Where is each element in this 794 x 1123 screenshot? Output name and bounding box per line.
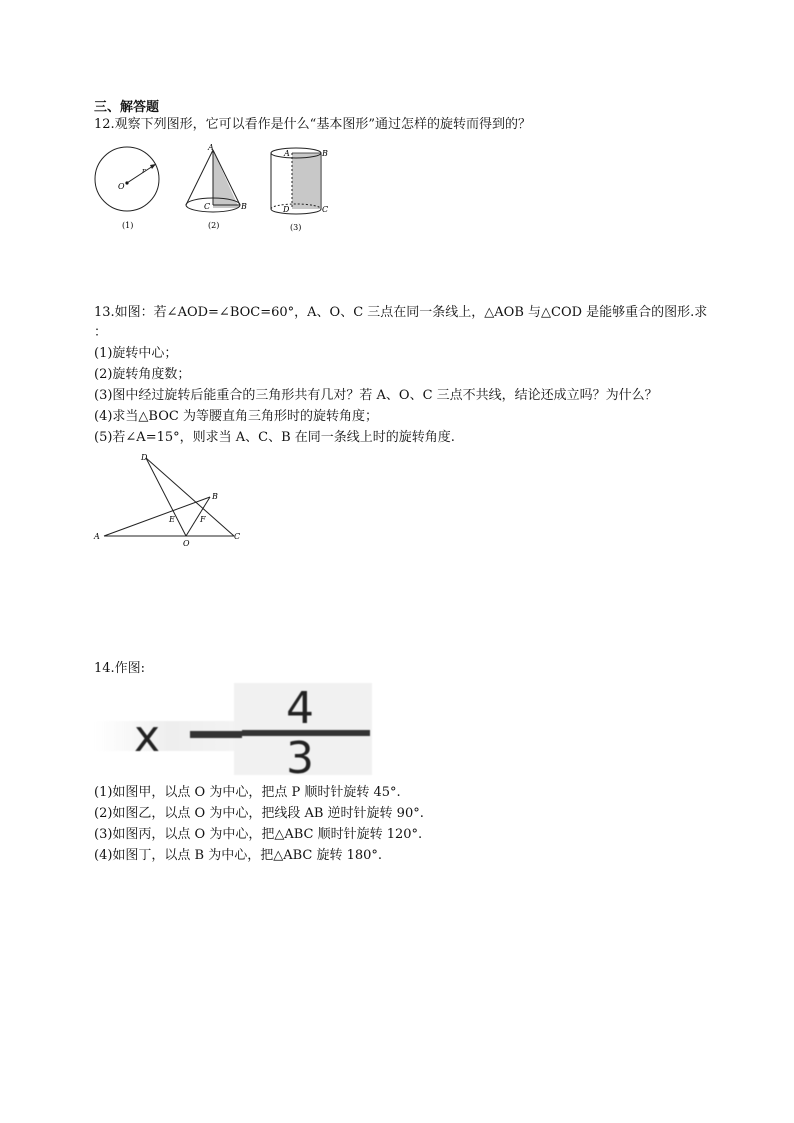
q13-label-o: O: [183, 539, 190, 548]
figure-1-caption: (1): [122, 221, 134, 230]
question-13-text: 13.如图：若∠AOD=∠BOC=60°，A、O、C 三点在同一条线上，△AOB 与△COD 是能够重合的图形.求: [94, 305, 708, 320]
q13-label-d: D: [141, 453, 148, 462]
question-14-item-1: (1)如图甲，以点 O 为中心，把点 P 顺时针旋转 45°.: [94, 785, 401, 800]
q13-label-f: F: [200, 515, 206, 524]
q13-label-b: B: [212, 492, 218, 501]
question-14-item-4: (4)如图丁，以点 B 为中心，把△ABC 旋转 180°.: [94, 848, 383, 863]
formula-equals-top: [190, 731, 242, 738]
question-14-item-2: (2)如图乙，以点 O 为中心，把线段 AB 逆时针旋转 90°.: [94, 806, 424, 821]
figure-3-label-a: A: [284, 149, 290, 158]
figure-3-label-d: D: [283, 205, 290, 214]
figure-2-label-a: A: [208, 143, 214, 152]
figure-1-label-r: r: [142, 167, 146, 175]
figure-2-caption: (2): [208, 221, 220, 230]
figure-1-circle: [95, 147, 159, 230]
figure-1-label-o: O: [118, 182, 125, 191]
question-13-text-continued: ：: [94, 325, 108, 340]
figure-3-label-b: B: [322, 149, 328, 158]
q13-label-e: E: [169, 515, 175, 524]
q13-label-c: C: [234, 532, 241, 541]
formula-image: [94, 683, 372, 775]
question-12-figures: [94, 142, 334, 234]
figure-2-cone: [186, 143, 247, 230]
section-title: 三、解答题: [94, 100, 160, 115]
question-13-item-5: (5)若∠A=15°，则求当 A、C、B 在同一条线上时的旋转角度.: [94, 430, 455, 445]
question-12-text: 12.观察下列图形，它可以看作是什么“基本图形”通过怎样的旋转而得到的？: [94, 117, 531, 132]
q13-label-a: A: [94, 532, 100, 541]
formula-numerator: 4: [286, 683, 314, 734]
formula-equals: =: [94, 683, 95, 684]
formula-denominator: 3: [286, 733, 314, 775]
question-13-item-3: (3)图中经过旋转后能重合的三角形共有几对？若 A、O、C 三点不共线，结论还成立吗？为什么？: [94, 388, 658, 403]
figure-2-label-c: C: [204, 202, 211, 211]
question-13-item-1: (1)旋转中心；: [94, 346, 178, 361]
figure-3-cylinder: [271, 148, 328, 232]
question-13-item-4: (4)求当△BOC 为等腰直角三角形时的旋转角度；: [94, 409, 378, 424]
figure-3-label-c: C: [322, 205, 329, 214]
figure-3-caption: (3): [290, 223, 302, 232]
question-13-item-2: (2)旋转角度数；: [94, 367, 191, 382]
figure-2-label-b: B: [241, 202, 247, 211]
question-14-item-3: (3)如图丙，以点 O 为中心，把△ABC 顺时针旋转 120°.: [94, 827, 423, 842]
question-14-text: 14.作图:: [94, 661, 146, 676]
formula-lhs: x: [134, 711, 161, 762]
question-13-figure: [90, 450, 250, 550]
